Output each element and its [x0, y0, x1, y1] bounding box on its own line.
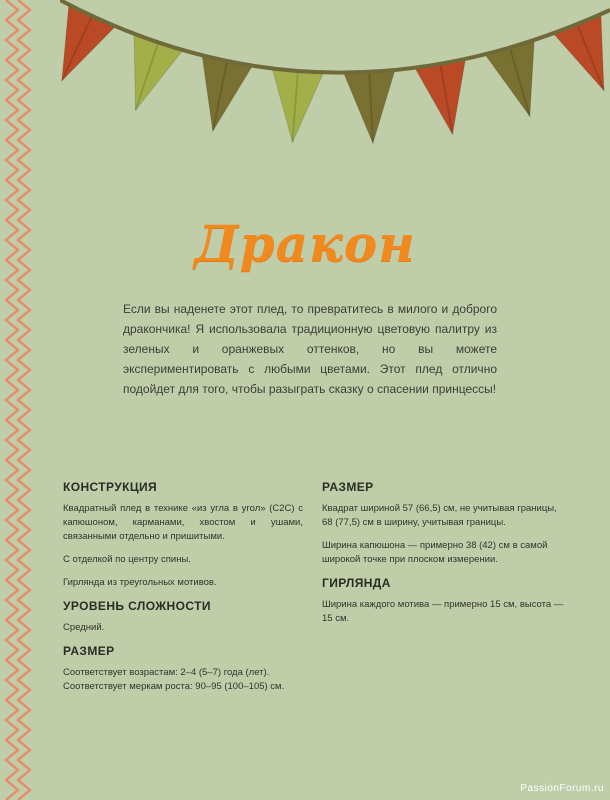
construction-section — [63, 480, 303, 590]
page-title: Дракон — [194, 214, 416, 273]
garland-heading: ГИРЛЯНДА — [322, 576, 391, 590]
footer-watermark: PassionForum.ru — [520, 783, 604, 794]
size-text-right-2: Ширина капюшона — примерно 38 (42) см в самой широкой точке при плоском измерении. — [322, 540, 548, 565]
size-section-left — [63, 644, 303, 694]
size-heading-left: РАЗМЕР — [63, 644, 115, 658]
zigzag-border — [0, 0, 40, 800]
bunting-flag — [134, 34, 183, 110]
bunting-flag — [415, 59, 466, 134]
size-heading-right: РАЗМЕР — [322, 480, 374, 494]
difficulty-section — [63, 599, 303, 635]
difficulty-heading: УРОВЕНЬ СЛОЖНОСТИ — [63, 599, 211, 613]
difficulty-text: Средний. — [63, 622, 105, 633]
construction-text-2: С отделкой по центру спины. — [63, 554, 191, 565]
size-text-right-1: Квадрат шириной 57 (66,5) см, не учитывая границы, 68 (77,5) см в ширину, учитывая границы. — [322, 503, 557, 528]
right-column — [322, 480, 566, 635]
size-section-right — [322, 480, 566, 567]
garland-text: Ширина каждого мотива — примерно 15 см, высота — 15 см. — [322, 599, 564, 624]
garland-section — [322, 576, 566, 626]
size-text-left: Соответствует возрастам: 2–4 (5–7) года (лет). Соответствует меркам роста: 90–95 (100–105) см. — [63, 667, 285, 692]
bunting-flag — [202, 55, 252, 131]
construction-text-3: Гирлянда из треугольных мотивов. — [63, 577, 217, 588]
left-column — [63, 480, 303, 703]
construction-heading: КОНСТРУКЦИЯ — [63, 480, 158, 494]
intro-paragraph: Если вы наденете этот плед, то превратитесь в милого и доброго дракончика! Я использовала традиционную цветовую палитру из зеленых и оранжевых оттенков, но вы можете экспериментировать с любыми цветами. Этот плед отлично подойдет для того, чтобы разыграть сказку о спасении принцессы! — [123, 302, 497, 396]
construction-text-1: Квадратный плед в технике «из угла в угол» (C2C) с капюшоном, карманами, хвостом и ушами, связанными отдельно и пришитыми. — [63, 503, 303, 542]
bunting-garland — [60, 0, 610, 150]
